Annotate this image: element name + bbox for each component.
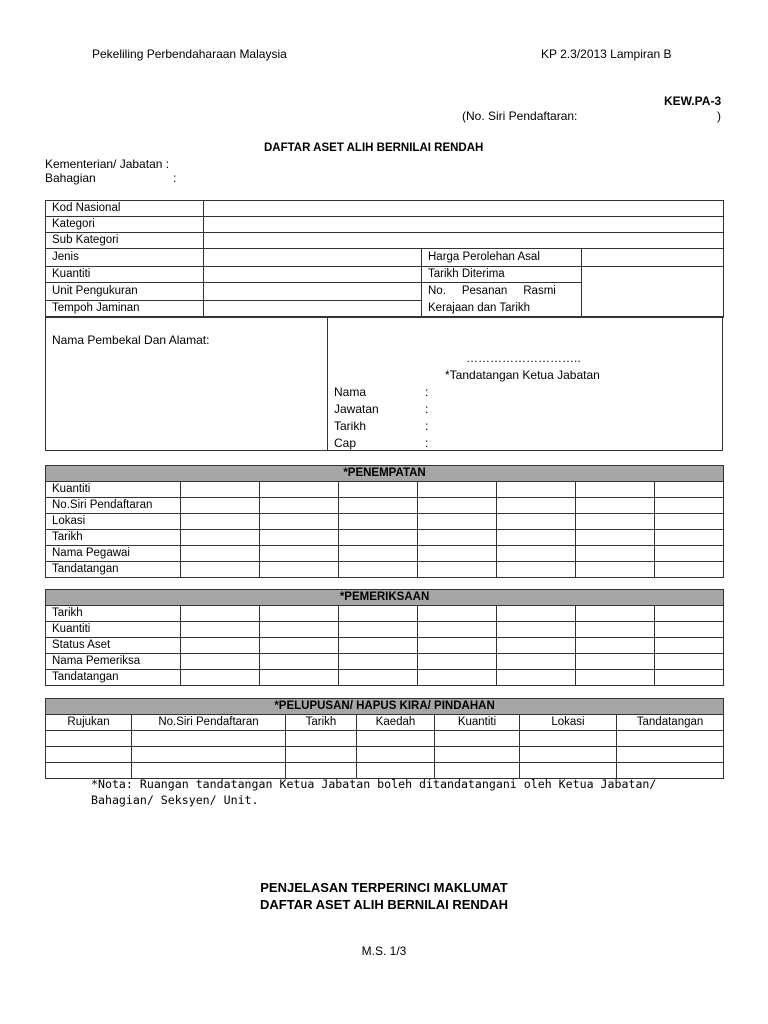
penempatan-cell[interactable] [418,498,497,514]
penempatan-cell[interactable] [181,498,260,514]
pelupusan-cell[interactable] [132,731,286,747]
header-publication: Pekeliling Perbendaharaan Malaysia [92,47,287,61]
field-jawatan-label: Jawatan [334,402,379,416]
penempatan-cell[interactable] [339,530,418,546]
penempatan-row [46,498,724,514]
field-tempoh-jaminan[interactable] [204,300,422,318]
field-kod-nasional[interactable] [204,201,724,217]
penempatan-row [46,530,724,546]
pelupusan-cell[interactable] [357,731,435,747]
penempatan-cell[interactable] [576,514,655,530]
pemeriksaan-cell[interactable] [576,638,655,654]
penempatan-table [45,465,724,578]
penempatan-row-label: Tarikh [46,530,181,546]
label-jenis: Jenis [46,249,204,267]
form-code: KEW.PA-3 [664,94,722,108]
pemeriksaan-cell[interactable] [181,606,260,622]
penempatan-cell[interactable] [418,530,497,546]
penempatan-row-label: Kuantiti [46,482,181,498]
pemeriksaan-cell[interactable] [655,638,724,654]
pelupusan-cell[interactable] [520,731,617,747]
penempatan-cell[interactable] [497,546,576,562]
pelupusan-row [46,731,724,747]
penempatan-row [46,546,724,562]
pemeriksaan-row-label: Status Aset [46,638,181,654]
division-colon: : [173,171,177,185]
pemeriksaan-cell[interactable] [655,654,724,670]
penempatan-row [46,514,724,530]
pemeriksaan-cell[interactable] [260,606,339,622]
pemeriksaan-row [46,654,724,670]
penempatan-cell[interactable] [339,546,418,562]
pemeriksaan-row [46,606,724,622]
pemeriksaan-cell[interactable] [497,670,576,686]
penempatan-cell[interactable] [497,562,576,578]
pelupusan-header-row [46,715,724,731]
pemeriksaan-cell[interactable] [181,622,260,638]
penempatan-cell[interactable] [655,514,724,530]
pemeriksaan-cell[interactable] [497,654,576,670]
penempatan-cell[interactable] [655,530,724,546]
pemeriksaan-cell[interactable] [655,622,724,638]
pemeriksaan-row-label: Kuantiti [46,622,181,638]
serial-label: (No. Siri Pendaftaran: [462,109,578,123]
pemeriksaan-cell[interactable] [260,638,339,654]
field-unit-pengukuran[interactable] [204,283,422,301]
pemeriksaan-cell[interactable] [339,622,418,638]
pemeriksaan-cell[interactable] [418,606,497,622]
page-title: DAFTAR ASET ALIH BERNILAI RENDAH [264,142,484,154]
nama-colon: : [425,385,429,399]
penempatan-cell[interactable] [655,562,724,578]
pemeriksaan-cell[interactable] [181,638,260,654]
cap-colon: : [425,436,429,450]
pemeriksaan-cell[interactable] [260,622,339,638]
field-tarikh-pesanan[interactable] [582,267,724,318]
penempatan-cell[interactable] [655,546,724,562]
pelupusan-cell[interactable] [286,747,357,763]
pemeriksaan-row-label: Tandatangan [46,670,181,686]
label-unit-pengukuran: Unit Pengukuran [46,283,204,301]
supplier-label: Nama Pembekal Dan Alamat: [52,333,210,347]
label-tarikh-diterima: Tarikh Diterima [422,267,582,283]
penempatan-cell[interactable] [576,546,655,562]
pemeriksaan-row [46,638,724,654]
field-tarikh-label: Tarikh [334,419,367,433]
penempatan-cell[interactable] [418,546,497,562]
page-number: M.S. 1/3 [361,944,407,958]
penempatan-cell[interactable] [339,562,418,578]
pesanan-line-2: Kerajaan dan Tarikh [428,302,531,314]
penempatan-cell[interactable] [497,498,576,514]
pelupusan-col-header: Kaedah [357,715,435,731]
label-tempoh-jaminan: Tempoh Jaminan [46,300,204,318]
pelupusan-table [45,698,724,779]
pemeriksaan-cell[interactable] [497,622,576,638]
field-sub-kategori[interactable] [204,233,724,249]
pelupusan-col-header: Rujukan [46,715,132,731]
label-pesanan-rasmi [422,283,582,318]
tarikh-colon: : [425,419,429,433]
pemeriksaan-cell[interactable] [576,606,655,622]
penempatan-cell[interactable] [418,514,497,530]
penempatan-row [46,482,724,498]
penempatan-cell[interactable] [181,530,260,546]
penempatan-row-label: No.Siri Pendaftaran [46,498,181,514]
pemeriksaan-row [46,622,724,638]
pelupusan-cell[interactable] [286,731,357,747]
penempatan-cell[interactable] [497,482,576,498]
note-line-2: Bahagian/ Seksyen/ Unit. [91,793,259,807]
label-kategori: Kategori [46,217,204,233]
penempatan-cell[interactable] [655,498,724,514]
pemeriksaan-cell[interactable] [181,670,260,686]
pemeriksaan-cell[interactable] [418,622,497,638]
signature-label: *Tandatangan Ketua Jabatan [445,368,600,382]
penempatan-cell[interactable] [576,482,655,498]
pelupusan-cell[interactable] [617,731,724,747]
penempatan-cell[interactable] [181,482,260,498]
penempatan-cell[interactable] [339,482,418,498]
pemeriksaan-cell[interactable] [339,654,418,670]
label-kuantiti: Kuantiti [46,267,204,283]
label-kod-nasional: Kod Nasional [46,201,204,217]
pemeriksaan-cell[interactable] [181,654,260,670]
pemeriksaan-row [46,670,724,686]
pelupusan-col-header: Tandatangan [617,715,724,731]
ministry-label: Kementerian/ Jabatan : [45,157,170,171]
penempatan-cell[interactable] [418,482,497,498]
penempatan-cell[interactable] [181,514,260,530]
penempatan-row-label: Tandatangan [46,562,181,578]
field-kuantiti[interactable] [204,267,422,283]
field-nama-label: Nama [334,385,367,399]
pelupusan-col-header: Lokasi [520,715,617,731]
pemeriksaan-cell[interactable] [260,654,339,670]
pemeriksaan-cell[interactable] [497,606,576,622]
pelupusan-cell[interactable] [435,731,520,747]
label-harga-perolehan: Harga Perolehan Asal [422,249,582,267]
pemeriksaan-cell[interactable] [655,670,724,686]
pemeriksaan-row-label: Nama Pemeriksa [46,654,181,670]
label-sub-kategori: Sub Kategori [46,233,204,249]
pelupusan-col-header: No.Siri Pendaftaran [132,715,286,731]
pelupusan-cell[interactable] [132,747,286,763]
pelupusan-col-header: Tarikh [286,715,357,731]
penempatan-cell[interactable] [260,482,339,498]
pelupusan-col-header: Kuantiti [435,715,520,731]
penempatan-cell[interactable] [655,482,724,498]
supplier-divider [327,316,328,451]
pelupusan-cell[interactable] [46,747,132,763]
pemeriksaan-cell[interactable] [576,654,655,670]
pemeriksaan-cell[interactable] [339,606,418,622]
penempatan-title: *PENEMPATAN [46,466,724,482]
penempatan-cell[interactable] [339,514,418,530]
penempatan-cell[interactable] [181,546,260,562]
penempatan-cell[interactable] [260,562,339,578]
field-kategori[interactable] [204,217,724,233]
pemeriksaan-cell[interactable] [576,670,655,686]
field-cap-label: Cap [334,436,357,450]
pesanan-line-1: No. Pesanan Rasmi [428,285,556,297]
pemeriksaan-cell[interactable] [418,654,497,670]
pelupusan-cell[interactable] [520,747,617,763]
penempatan-cell[interactable] [260,546,339,562]
pelupusan-cell[interactable] [435,747,520,763]
penempatan-cell[interactable] [576,562,655,578]
penempatan-row-label: Lokasi [46,514,181,530]
pelupusan-cell[interactable] [357,747,435,763]
penempatan-row [46,562,724,578]
pelupusan-cell[interactable] [617,747,724,763]
pelupusan-row [46,747,724,763]
pemeriksaan-cell[interactable] [339,638,418,654]
pemeriksaan-cell[interactable] [260,670,339,686]
penempatan-cell[interactable] [260,498,339,514]
division-label: Bahagian [45,171,96,185]
signature-dots: ……………………….. [466,351,581,365]
penempatan-cell[interactable] [497,530,576,546]
asset-info-table [45,200,724,318]
explanation-line-2: DAFTAR ASET ALIH BERNILAI RENDAH [260,897,508,912]
explanation-line-1: PENJELASAN TERPERINCI MAKLUMAT [260,880,508,895]
penempatan-cell[interactable] [576,498,655,514]
pemeriksaan-cell[interactable] [576,622,655,638]
pemeriksaan-cell[interactable] [418,670,497,686]
penempatan-cell[interactable] [497,514,576,530]
penempatan-cell[interactable] [418,562,497,578]
pemeriksaan-cell[interactable] [497,638,576,654]
pemeriksaan-title: *PEMERIKSAAN [46,590,724,606]
pemeriksaan-cell[interactable] [339,670,418,686]
pemeriksaan-cell[interactable] [655,606,724,622]
pelupusan-title: *PELUPUSAN/ HAPUS KIRA/ PINDAHAN [46,699,724,715]
penempatan-cell[interactable] [260,530,339,546]
field-jenis[interactable] [204,249,422,267]
pemeriksaan-table [45,589,724,686]
pelupusan-cell[interactable] [46,731,132,747]
penempatan-cell[interactable] [339,498,418,514]
field-harga-perolehan[interactable] [582,249,724,267]
pemeriksaan-cell[interactable] [418,638,497,654]
header-reference: KP 2.3/2013 Lampiran B [541,47,672,61]
penempatan-cell[interactable] [181,562,260,578]
serial-close: ) [717,109,721,123]
penempatan-cell[interactable] [260,514,339,530]
penempatan-cell[interactable] [576,530,655,546]
penempatan-row-label: Nama Pegawai [46,546,181,562]
jawatan-colon: : [425,402,429,416]
note-line-1: *Nota: Ruangan tandatangan Ketua Jabatan boleh ditandatangani oleh Ketua Jabatan/ [91,777,657,791]
pemeriksaan-row-label: Tarikh [46,606,181,622]
